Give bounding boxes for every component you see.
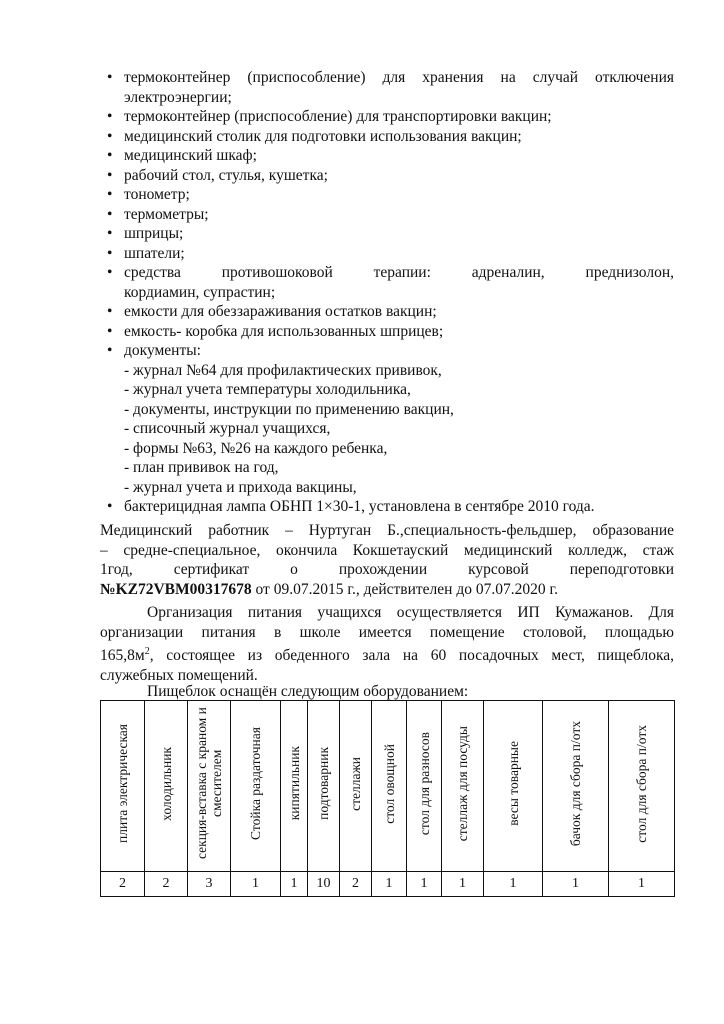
table-header-cell: стеллаж для посуды — [442, 701, 484, 872]
table-cell: 1 — [484, 872, 543, 897]
bullet-icon: • — [107, 186, 113, 203]
list-item: • бактерицидная лампа ОБНП 1×30-1, установлена в сентябре 2010 года. — [107, 498, 595, 515]
document-item: - журнал учета температуры холодильника, — [124, 381, 411, 398]
table-row — [101, 872, 675, 897]
table-cell: 1 — [407, 872, 442, 897]
table-cell: 2 — [340, 872, 372, 897]
bullet-icon: • — [107, 166, 113, 184]
bullet-icon: • — [107, 108, 113, 125]
table-header-cell: секция-вставка с краном и смесителем — [188, 701, 231, 872]
bullet-icon: • — [107, 303, 113, 320]
bullet-icon: • — [107, 127, 113, 145]
table-header-cell: Стойка раздаточная — [231, 701, 281, 872]
bullet-icon: • — [107, 498, 113, 515]
list-item: • термоконтейнер (приспособление) для хранения на случай отключения электроэнергии; — [107, 69, 674, 106]
table-cell: 1 — [372, 872, 407, 897]
table-cell: 1 — [281, 872, 308, 897]
bullet-icon: • — [107, 264, 113, 281]
table-cell: 2 — [101, 872, 145, 897]
list-item: • медицинский столик для подготовки использования вакцин; — [107, 127, 522, 145]
list-item: • емкости для обеззараживания остатков вакцин; — [107, 303, 437, 320]
table-header-cell: стол овощной — [372, 701, 407, 872]
list-item: • термоконтейнер (приспособление) для транспортировки вакцин; — [107, 108, 552, 125]
list-item: • рабочий стол, стулья, кушетка; — [107, 166, 328, 184]
document-item: - журнал учета и прихода вакцины, — [124, 478, 357, 496]
document-item: - формы №63, №26 на каждого ребенка, — [124, 439, 388, 457]
bullet-icon: • — [107, 342, 113, 359]
bullet-icon: • — [107, 69, 113, 86]
table-header-cell: кипятильник — [281, 701, 308, 872]
documents-list — [124, 361, 674, 498]
table-header-row — [101, 701, 675, 872]
food-paragraph: Организация питания учащихся осуществляется ИП Кумажанов. Для организации питания в школе имеется помещение столовой, площадью $165,8м^2$, состоящее из обеденного зала на 60 посадочных мест, пищеблока, служебных помещений. — [100, 604, 674, 684]
table-header-cell: стеллажи — [340, 701, 372, 872]
list-item: • средства противошоковой терапии: адреналин, преднизолон, кордиамин, супрастин; — [107, 264, 674, 301]
table-cell: 1 — [609, 872, 675, 897]
table-cell: 1 — [543, 872, 609, 897]
table-cell: 10 — [308, 872, 340, 897]
table-header-cell: плита электрическая — [101, 701, 145, 872]
table-caption: Пищеблок оснащён следующим оборудованием: — [147, 683, 469, 700]
bullet-icon: • — [107, 205, 113, 223]
list-item: • емкость- коробка для использованных шприцев; — [107, 322, 444, 340]
equipment-list — [107, 68, 674, 517]
bullet-icon: • — [107, 225, 113, 242]
bullet-icon: • — [107, 322, 113, 340]
list-item: • термометры; — [107, 205, 209, 223]
table-header-cell: стол для сбора п/отх — [609, 701, 675, 872]
equipment-table — [100, 700, 675, 897]
table-cell: 3 — [188, 872, 231, 897]
certificate-number: №KZ72VBM00317678 — [100, 580, 252, 598]
document-item: - списочный журнал учащихся, — [124, 420, 331, 437]
list-item: • медицинский шкаф; — [107, 147, 257, 164]
table-header-cell: подтоварник — [308, 701, 340, 872]
bullet-icon: • — [107, 147, 113, 164]
table-cell: 1 — [442, 872, 484, 897]
table-header-cell: холодильник — [145, 701, 188, 872]
table-cell: 2 — [145, 872, 188, 897]
document-item: - документы, инструкции по применению вакцин, — [124, 400, 454, 418]
list-item: • шпатели; — [107, 244, 185, 262]
medic-paragraph: Медицинский работник – Нуртуган Б.,специальность-фельдшер, образование – средне-специальное, окончила Кокшетауский медицинский колледж, стаж 1год, сертификат о прохождении курсовой переподготовки №KZ72VBM00317678 от 09.07.2015 г., действителен до 07.07.2020 г. — [100, 522, 674, 598]
list-item: • тонометр; — [107, 186, 190, 203]
document-item: - журнал №64 для профилактических прививок, — [124, 361, 442, 379]
table-cell: 1 — [231, 872, 281, 897]
list-item: • шприцы; — [107, 225, 184, 242]
table-header-cell: бачок для сбора п/отх — [543, 701, 609, 872]
table-header-cell: весы товарные — [484, 701, 543, 872]
table-header-cell: стол для разносов — [407, 701, 442, 872]
bullet-icon: • — [107, 244, 113, 262]
document-item: - план прививок на год, — [124, 459, 279, 476]
list-item: • документы: - журнал №64 для профилактических прививок, - журнал учета температуры холодильника, - документы, инструкции по применению вакцин, - списочный журнал учащихся, - формы №63, №26 на каждого ребенка, - план прививок на год, - журнал учета и прихода вакцины, — [124, 341, 674, 497]
